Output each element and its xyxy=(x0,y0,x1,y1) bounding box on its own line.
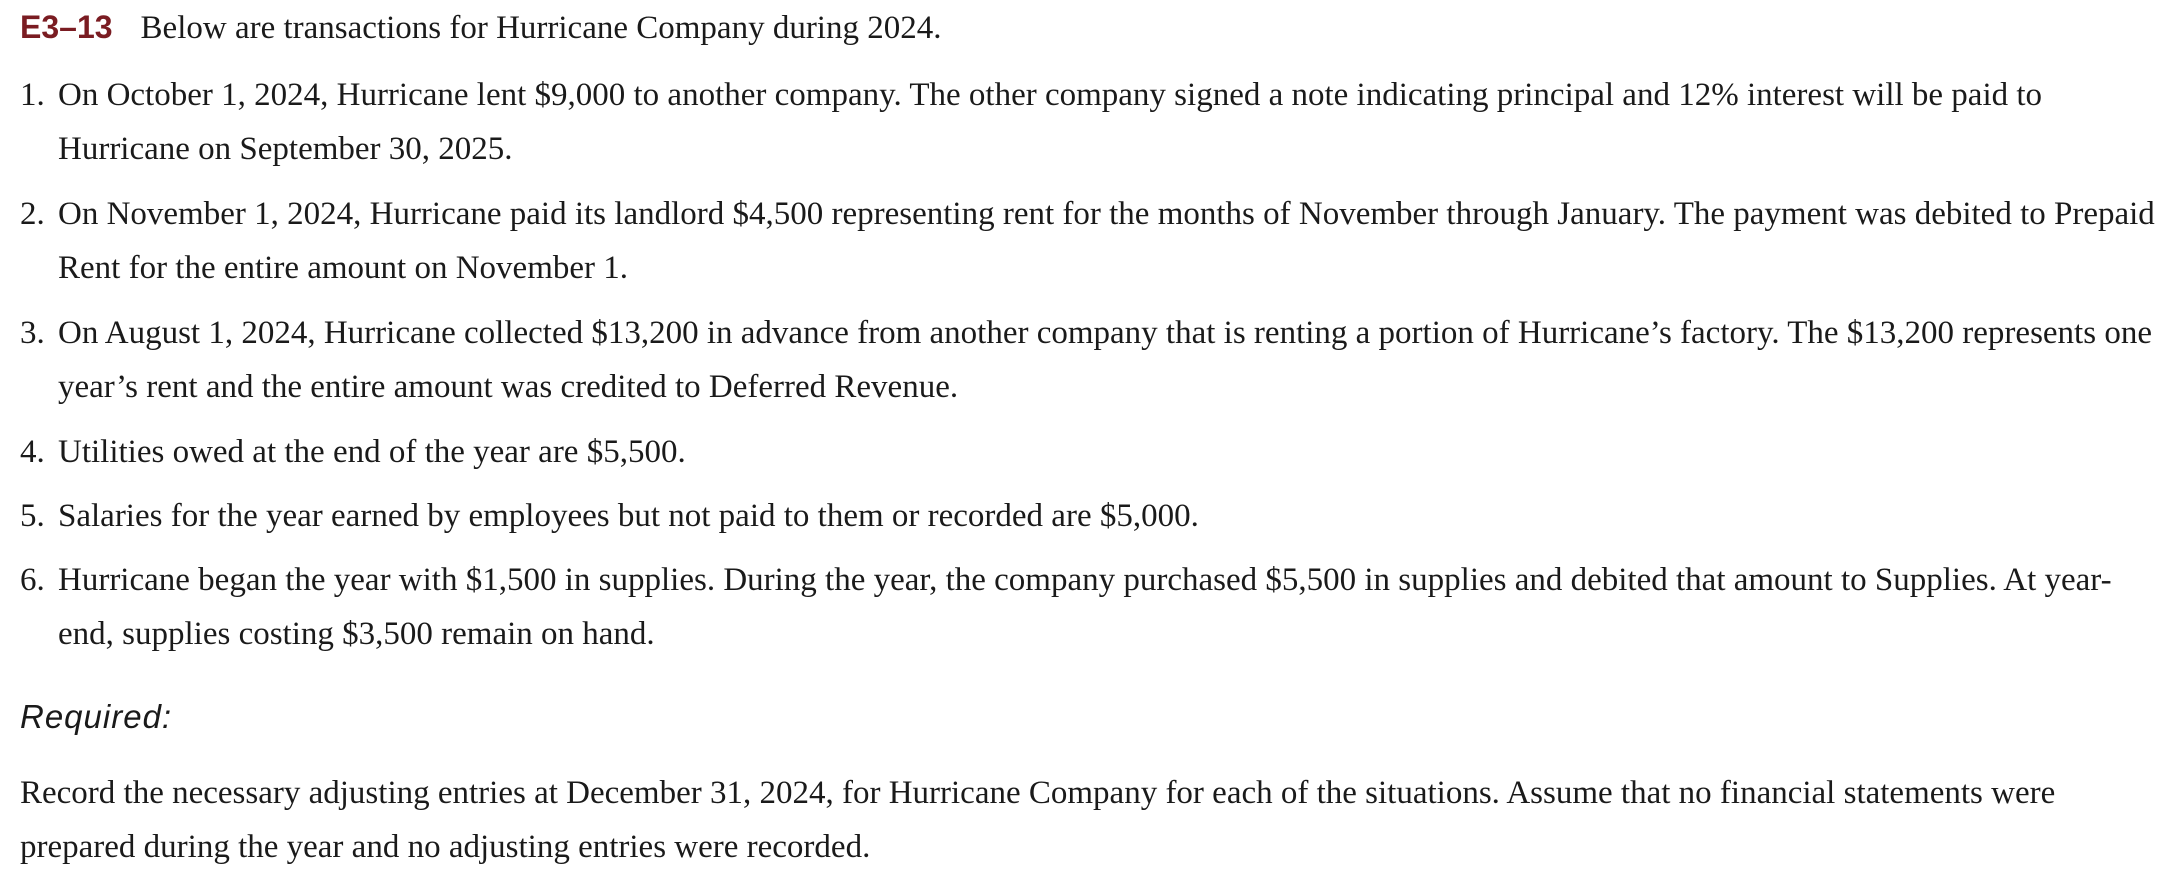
transaction-item-5 xyxy=(20,489,2160,543)
transaction-item-4 xyxy=(20,425,2160,479)
transaction-number: 3. xyxy=(20,315,45,351)
transaction-text: Salaries for the year earned by employees but not paid to them or recorded are $5,000. xyxy=(58,498,1199,534)
transaction-number: 5. xyxy=(20,498,45,534)
transaction-number: 6. xyxy=(20,562,45,598)
transaction-text: On November 1, 2024, Hurricane paid its landlord $4,500 representing rent for the months of November through January. The payment was debited to Prepaid Rent for the entire amount on November 1. xyxy=(58,196,2155,286)
transaction-number: 1. xyxy=(20,77,45,113)
transaction-text: Hurricane began the year with $1,500 in supplies. During the year, the company purchased $5,500 in supplies and debited that amount to Supplies. At year-end, supplies costing $3,500 remain on hand. xyxy=(58,562,2112,652)
transaction-item-3 xyxy=(20,306,2160,414)
required-instruction: Record the necessary adjusting entries at December 31, 2024, for Hurricane Company for each of the situations. Assume that no financial statements were prepared during the year and no adjusting entries were recorded. xyxy=(20,775,2056,865)
exercise-id: E3–13 xyxy=(20,9,113,45)
transaction-item-2 xyxy=(20,187,2160,295)
required-heading: Required: xyxy=(20,698,173,735)
transaction-number: 4. xyxy=(20,434,45,470)
transaction-text: On October 1, 2024, Hurricane lent $9,000 to another company. The other company signed a note indicating principal and 12% interest will be paid to Hurricane on September 30, 2025. xyxy=(58,77,2043,167)
transaction-text: On August 1, 2024, Hurricane collected $13,200 in advance from another company that is renting a portion of Hurricane’s factory. The $13,200 represents one year’s rent and the entire amount was credited to Deferred Revenue. xyxy=(58,315,2152,405)
transaction-item-6 xyxy=(20,553,2160,661)
transaction-number: 2. xyxy=(20,196,45,232)
transaction-text: Utilities owed at the end of the year are $5,500. xyxy=(58,434,686,470)
exercise-header xyxy=(20,4,941,50)
exercise-intro: Below are transactions for Hurricane Company during 2024. xyxy=(140,10,942,46)
transaction-item-1 xyxy=(20,68,2160,176)
